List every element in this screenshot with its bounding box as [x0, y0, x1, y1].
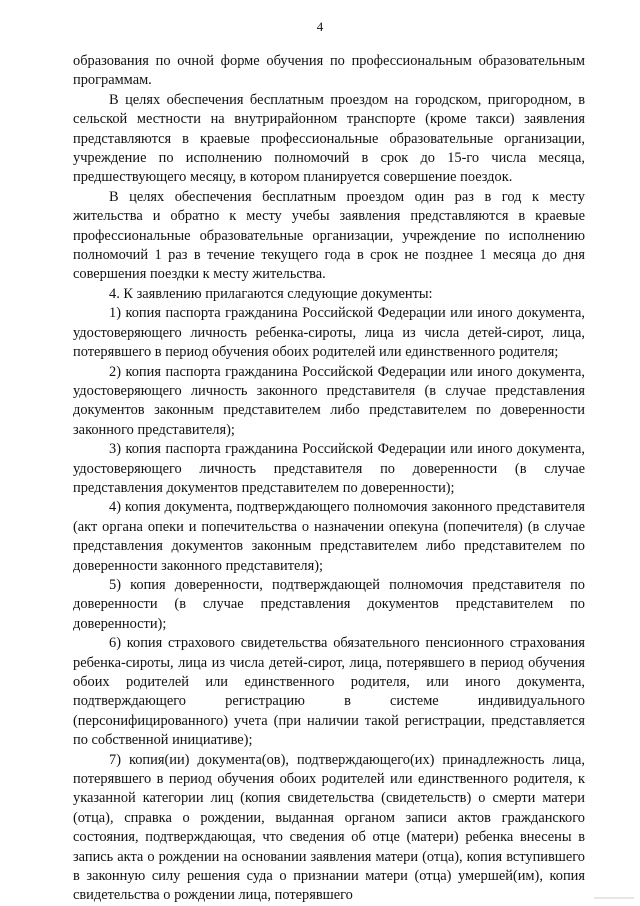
list-item-6: 6) копия страхового свидетельства обязательного пенсионного страхования ребенка-сироты, лица из числа детей-сирот, лица, потерявшего в период обучения обоих родителей или единственного родителя, или иного документа, подтверждающего регистрацию в системе индивидуального (персонифицированного) учета (при наличии такой регистрации, представляется по собственной инициативе);: [73, 635, 585, 749]
list-item-4: 4) копия документа, подтверждающего полномочия законного представителя (акт органа опеки и попечительства о назначении опекуна (попечителя) (в случае представления документов законным представителем либо представителем по доверенности законного представителя);: [73, 499, 585, 574]
list-item-1: 1) копия паспорта гражданина Российской Федерации или иного документа, удостоверяющего личность ребенка-сироты, лица из числа детей-сирот, лица, потерявшего в период обучения обоих родителей или единственного родителя;: [73, 305, 585, 361]
paragraph-local-transport: В целях обеспечения бесплатным проездом на городском, пригородном, в сельской местности на внутрирайонном транспорте (кроме такси) заявления представляются в краевые профессиональные образовательные организации, учреждение по исполнению полномочий в срок до 15-го числа месяца, предшествующего месяцу, в котором планируется совершение поездок.: [73, 91, 585, 186]
document-body: [73, 52, 585, 906]
paragraph-documents-heading: 4. К заявлению прилагаются следующие документы:: [109, 285, 433, 302]
list-item-3: 3) копия паспорта гражданина Российской Федерации или иного документа, удостоверяющего личность представителя по доверенности (в случае представления документов представителем по доверенности);: [73, 441, 585, 496]
paragraph-annual-trip: В целях обеспечения бесплатным проездом один раз в год к месту жительства и обратно к месту учебы заявления представляются в краевые профессиональные образовательные организации, учреждение по исполнению полномочий 1 раз в течение текущего года в срок не позднее 1 месяца до дня совершения поездки к месту жительства.: [73, 188, 585, 283]
page-number: 4: [316, 19, 324, 34]
paragraph-continuation: образования по очной форме обучения по профессиональным образовательным программам.: [73, 53, 585, 89]
list-item-7: 7) копия(ии) документа(ов), подтверждающего(их) принадлежность лица, потерявшего в период обучения обоих родителей или единственного родителя, к указанной категории лиц (копия свидетельства (свидетельств) о смерти матери (отца), справка о рождении, выданная органом записи актов гражданского состояния, подтверждающая, что сведения об отце (матери) ребенка внесены в запись акта о рождении на основании заявления матери (отца), копия вступившего в законную силу решения суда о признании матери (отца) умершей(им), копия свидетельства о рождении лица, потерявшего: [73, 751, 585, 904]
list-item-2: 2) копия паспорта гражданина Российской Федерации или иного документа, удостоверяющего личность законного представителя (в случае представления документов законным представителем либо представителем по доверенности законного представителя);: [73, 363, 585, 438]
scan-edge-mark: [594, 897, 634, 899]
list-item-5: 5) копия доверенности, подтверждающей полномочия представителя по доверенности (в случае представления документов представителем по доверенности);: [73, 576, 585, 632]
